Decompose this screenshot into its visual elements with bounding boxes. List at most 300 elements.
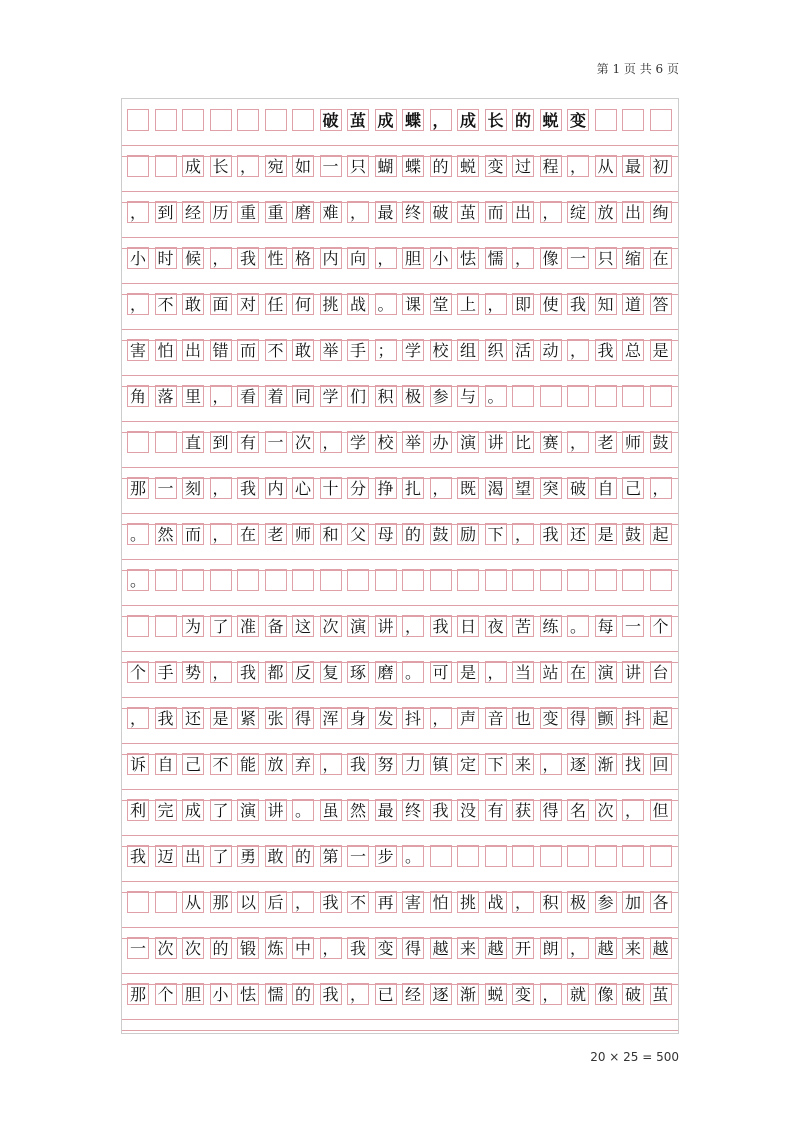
grid-cell: 张 xyxy=(265,707,287,729)
grid-cell: 分 xyxy=(347,477,369,499)
grid-row xyxy=(122,329,678,375)
grid-cell: 浑 xyxy=(320,707,342,729)
grid-cell: 直 xyxy=(182,431,204,453)
grid-cell: 过 xyxy=(512,155,534,177)
grid-cell: ， xyxy=(430,109,452,131)
grid-cell: 绽 xyxy=(567,201,589,223)
grid-cell: 学 xyxy=(402,339,424,361)
grid-cell xyxy=(622,569,644,591)
grid-cell: 渴 xyxy=(485,477,507,499)
grid-cell: 反 xyxy=(292,661,314,683)
grid-cell: ， xyxy=(237,155,259,177)
grid-cell: 活 xyxy=(512,339,534,361)
grid-cell: 一 xyxy=(320,155,342,177)
grid-cell xyxy=(210,109,232,131)
grid-cell: 也 xyxy=(512,707,534,729)
grid-cell: 来 xyxy=(512,753,534,775)
grid-cell: 定 xyxy=(457,753,479,775)
grid-cell: 一 xyxy=(622,615,644,637)
grid-row xyxy=(122,145,678,191)
grid-cell: 有 xyxy=(237,431,259,453)
grid-cell: 胆 xyxy=(402,247,424,269)
grid-cell: 们 xyxy=(347,385,369,407)
grid-cell: 放 xyxy=(595,201,617,223)
grid-cell: 我 xyxy=(155,707,177,729)
grid-cell: 我 xyxy=(347,937,369,959)
grid-cell xyxy=(127,891,149,913)
grid-cell: ， xyxy=(567,339,589,361)
grid-cell: 加 xyxy=(622,891,644,913)
grid-cell xyxy=(540,569,562,591)
grid-cell: 当 xyxy=(512,661,534,683)
grid-cell: 一 xyxy=(127,937,149,959)
grid-cell: 能 xyxy=(237,753,259,775)
grid-cell: 次 xyxy=(292,431,314,453)
grid-cell: 起 xyxy=(650,523,672,545)
grid-cell: 己 xyxy=(622,477,644,499)
grid-cell: 极 xyxy=(567,891,589,913)
grid-cell: 小 xyxy=(210,983,232,1005)
grid-cell: 然 xyxy=(347,799,369,821)
grid-cell: 抖 xyxy=(402,707,424,729)
grid-cell: 最 xyxy=(375,201,397,223)
grid-cell: 重 xyxy=(237,201,259,223)
grid-cell: 第 xyxy=(320,845,342,867)
grid-cell xyxy=(210,569,232,591)
grid-cell: 。 xyxy=(485,385,507,407)
grid-cell: 师 xyxy=(292,523,314,545)
grid-row xyxy=(122,559,678,605)
grid-cell: 了 xyxy=(210,845,232,867)
grid-cell: 像 xyxy=(540,247,562,269)
grid-cell: 茧 xyxy=(347,109,369,131)
grid-cell xyxy=(127,431,149,453)
grid-cell xyxy=(155,615,177,637)
grid-cell: 勇 xyxy=(237,845,259,867)
grid-cell: 经 xyxy=(402,983,424,1005)
grid-cell: 演 xyxy=(457,431,479,453)
grid-cell: 变 xyxy=(512,983,534,1005)
grid-cell: 。 xyxy=(292,799,314,821)
grid-cell: 重 xyxy=(265,201,287,223)
grid-cell: 个 xyxy=(127,661,149,683)
grid-cell: 开 xyxy=(512,937,534,959)
grid-cell xyxy=(430,569,452,591)
grid-cell: 性 xyxy=(265,247,287,269)
grid-cell xyxy=(622,385,644,407)
grid-cell: 下 xyxy=(485,523,507,545)
grid-cell xyxy=(182,109,204,131)
grid-cell: 父 xyxy=(347,523,369,545)
grid-cell: 只 xyxy=(595,247,617,269)
grid-cell: 下 xyxy=(485,753,507,775)
grid-cell: 最 xyxy=(622,155,644,177)
grid-cell: 讲 xyxy=(375,615,397,637)
grid-cell: 虽 xyxy=(320,799,342,821)
grid-cell: 获 xyxy=(512,799,534,821)
grid-cell: ， xyxy=(540,983,562,1005)
grid-cell: 出 xyxy=(622,201,644,223)
grid-cell: 得 xyxy=(567,707,589,729)
grid-cell: ， xyxy=(210,661,232,683)
grid-cell: 破 xyxy=(430,201,452,223)
grid-cell: 成 xyxy=(182,799,204,821)
grid-cell xyxy=(650,569,672,591)
grid-cell xyxy=(292,109,314,131)
grid-cell: ， xyxy=(320,431,342,453)
grid-cell: 声 xyxy=(457,707,479,729)
grid-cell: 已 xyxy=(375,983,397,1005)
grid-cell xyxy=(567,385,589,407)
grid-cell: 而 xyxy=(485,201,507,223)
grid-cell: 是 xyxy=(595,523,617,545)
grid-cell: 缩 xyxy=(622,247,644,269)
grid-cell xyxy=(540,845,562,867)
grid-cell: 难 xyxy=(320,201,342,223)
grid-cell: 次 xyxy=(155,937,177,959)
grid-cell: 内 xyxy=(320,247,342,269)
grid-cell: 。 xyxy=(567,615,589,637)
grid-cell: 挑 xyxy=(457,891,479,913)
grid-cell: 还 xyxy=(567,523,589,545)
grid-cell: 学 xyxy=(320,385,342,407)
grid-cell: 候 xyxy=(182,247,204,269)
grid-cell: 。 xyxy=(402,845,424,867)
grid-cell: 战 xyxy=(347,293,369,315)
grid-cell: 而 xyxy=(237,339,259,361)
grid-count-label: 20 × 25 = 500 xyxy=(590,1050,679,1064)
grid-cell: 最 xyxy=(375,799,397,821)
grid-cell xyxy=(237,569,259,591)
grid-cell xyxy=(622,845,644,867)
grid-cell: 渐 xyxy=(595,753,617,775)
grid-cell: 渐 xyxy=(457,983,479,1005)
grid-cell: 手 xyxy=(347,339,369,361)
grid-cell: 害 xyxy=(127,339,149,361)
grid-cell: 角 xyxy=(127,385,149,407)
grid-cell: 学 xyxy=(347,431,369,453)
grid-cell: 再 xyxy=(375,891,397,913)
grid-cell xyxy=(430,845,452,867)
grid-cell: 我 xyxy=(430,799,452,821)
grid-cell: 没 xyxy=(457,799,479,821)
grid-cell: 不 xyxy=(347,891,369,913)
grid-cell xyxy=(595,845,617,867)
grid-cell: 得 xyxy=(540,799,562,821)
grid-cell: 一 xyxy=(155,477,177,499)
grid-cell: 积 xyxy=(375,385,397,407)
grid-cell: 参 xyxy=(430,385,452,407)
grid-cell: 越 xyxy=(595,937,617,959)
grid-cell: 里 xyxy=(182,385,204,407)
grid-cell: 苦 xyxy=(512,615,534,637)
grid-cell: 终 xyxy=(402,201,424,223)
grid-cell xyxy=(622,109,644,131)
grid-row xyxy=(122,927,678,973)
grid-row xyxy=(122,973,678,1019)
grid-cell: 名 xyxy=(567,799,589,821)
grid-cell: 锻 xyxy=(237,937,259,959)
grid-cell xyxy=(237,109,259,131)
grid-cell: 镇 xyxy=(430,753,452,775)
grid-cell: 力 xyxy=(402,753,424,775)
grid-cell: ， xyxy=(347,201,369,223)
grid-cell xyxy=(127,155,149,177)
grid-cell: 格 xyxy=(292,247,314,269)
grid-cell: 胆 xyxy=(182,983,204,1005)
grid-cell: ， xyxy=(512,247,534,269)
grid-cell: 茧 xyxy=(650,983,672,1005)
grid-cell: 我 xyxy=(567,293,589,315)
grid-cell: 抖 xyxy=(622,707,644,729)
grid-cell: 程 xyxy=(540,155,562,177)
grid-cell: 宛 xyxy=(265,155,287,177)
grid-cell: 敢 xyxy=(182,293,204,315)
grid-cell: 。 xyxy=(375,293,397,315)
grid-cell: 举 xyxy=(320,339,342,361)
grid-cell: 内 xyxy=(265,477,287,499)
grid-cell xyxy=(595,109,617,131)
grid-cell: ， xyxy=(512,891,534,913)
grid-cell: 突 xyxy=(540,477,562,499)
grid-cell: 母 xyxy=(375,523,397,545)
grid-cell: 小 xyxy=(127,247,149,269)
grid-cell: 成 xyxy=(457,109,479,131)
grid-row xyxy=(122,513,678,559)
grid-cell: 怕 xyxy=(430,891,452,913)
grid-cell xyxy=(182,569,204,591)
grid-cell xyxy=(512,845,534,867)
grid-cell: 极 xyxy=(402,385,424,407)
grid-cell: 破 xyxy=(622,983,644,1005)
grid-cell: 自 xyxy=(155,753,177,775)
grid-cell: 绚 xyxy=(650,201,672,223)
grid-cell: 的 xyxy=(430,155,452,177)
grid-cell: 讲 xyxy=(485,431,507,453)
grid-cell: 长 xyxy=(210,155,232,177)
grid-cell: 可 xyxy=(430,661,452,683)
grid-cell xyxy=(457,569,479,591)
grid-cell: 蝶 xyxy=(402,109,424,131)
grid-cell: 利 xyxy=(127,799,149,821)
grid-cell: 个 xyxy=(650,615,672,637)
grid-cell: 讲 xyxy=(265,799,287,821)
grid-cell: 一 xyxy=(347,845,369,867)
grid-cell: ， xyxy=(402,615,424,637)
grid-cell: ， xyxy=(292,891,314,913)
grid-row xyxy=(122,375,678,421)
grid-cell: 懦 xyxy=(485,247,507,269)
grid-cell xyxy=(650,109,672,131)
grid-cell: 知 xyxy=(595,293,617,315)
grid-cell: 的 xyxy=(210,937,232,959)
grid-cell xyxy=(650,845,672,867)
grid-cell xyxy=(567,569,589,591)
grid-cell: 道 xyxy=(622,293,644,315)
grid-cell: 但 xyxy=(650,799,672,821)
grid-cell: 织 xyxy=(485,339,507,361)
grid-cell: 日 xyxy=(457,615,479,637)
grid-cell: 挣 xyxy=(375,477,397,499)
grid-cell: ， xyxy=(650,477,672,499)
grid-cell: 迈 xyxy=(155,845,177,867)
grid-cell: 刻 xyxy=(182,477,204,499)
grid-cell: ， xyxy=(485,293,507,315)
grid-cell: 参 xyxy=(595,891,617,913)
grid-cell xyxy=(457,845,479,867)
grid-cell xyxy=(292,569,314,591)
grid-row xyxy=(122,191,678,237)
grid-row xyxy=(122,651,678,697)
grid-cell: 战 xyxy=(485,891,507,913)
grid-cell: ， xyxy=(567,155,589,177)
grid-cell: 我 xyxy=(540,523,562,545)
grid-cell: 成 xyxy=(375,109,397,131)
grid-cell: 老 xyxy=(265,523,287,545)
grid-cell xyxy=(320,569,342,591)
grid-cell: 身 xyxy=(347,707,369,729)
grid-cell: 还 xyxy=(182,707,204,729)
grid-cell: 逐 xyxy=(430,983,452,1005)
grid-cell: 势 xyxy=(182,661,204,683)
grid-cell xyxy=(127,615,149,637)
grid-cell: 既 xyxy=(457,477,479,499)
grid-cell: 磨 xyxy=(375,661,397,683)
grid-cell: 次 xyxy=(320,615,342,637)
grid-cell xyxy=(265,109,287,131)
grid-cell: 弃 xyxy=(292,753,314,775)
grid-cell: 每 xyxy=(595,615,617,637)
grid-cell: 组 xyxy=(457,339,479,361)
grid-cell: 的 xyxy=(402,523,424,545)
grid-cell: 和 xyxy=(320,523,342,545)
grid-cell: 一 xyxy=(265,431,287,453)
grid-cell: 鼓 xyxy=(650,431,672,453)
grid-cell: ， xyxy=(210,247,232,269)
grid-cell xyxy=(155,109,177,131)
grid-cell: ， xyxy=(127,201,149,223)
grid-cell: 变 xyxy=(567,109,589,131)
grid-cell: 怯 xyxy=(457,247,479,269)
grid-cell: 起 xyxy=(650,707,672,729)
grid-cell: 时 xyxy=(155,247,177,269)
grid-cell: 挑 xyxy=(320,293,342,315)
grid-cell: 懦 xyxy=(265,983,287,1005)
grid-cell: 为 xyxy=(182,615,204,637)
grid-cell: 放 xyxy=(265,753,287,775)
grid-cell: ， xyxy=(567,431,589,453)
grid-cell: 如 xyxy=(292,155,314,177)
grid-cell: 小 xyxy=(430,247,452,269)
grid-cell: 而 xyxy=(182,523,204,545)
grid-cell: 师 xyxy=(622,431,644,453)
grid-cell: 个 xyxy=(155,983,177,1005)
grid-cell: 蜕 xyxy=(457,155,479,177)
grid-cell: 。 xyxy=(402,661,424,683)
grid-cell: 破 xyxy=(567,477,589,499)
grid-cell: 历 xyxy=(210,201,232,223)
grid-cell: 那 xyxy=(127,477,149,499)
grid-cell: 堂 xyxy=(430,293,452,315)
grid-cell xyxy=(567,845,589,867)
grid-row xyxy=(122,283,678,329)
grid-cell: 即 xyxy=(512,293,534,315)
grid-cell: 向 xyxy=(347,247,369,269)
grid-cell: 变 xyxy=(375,937,397,959)
grid-cell: 夜 xyxy=(485,615,507,637)
grid-cell xyxy=(155,155,177,177)
grid-cell xyxy=(347,569,369,591)
grid-cell: 上 xyxy=(457,293,479,315)
grid-cell: 次 xyxy=(595,799,617,821)
grid-cell: 我 xyxy=(347,753,369,775)
grid-cell xyxy=(402,569,424,591)
grid-cell xyxy=(265,569,287,591)
grid-row xyxy=(122,99,678,145)
grid-cell: 变 xyxy=(485,155,507,177)
grid-cell: 越 xyxy=(650,937,672,959)
grid-cell: 蝶 xyxy=(402,155,424,177)
grid-cell: 办 xyxy=(430,431,452,453)
grid-cell: 着 xyxy=(265,385,287,407)
grid-row xyxy=(122,697,678,743)
grid-cell: 在 xyxy=(650,247,672,269)
grid-cell: 扎 xyxy=(402,477,424,499)
grid-cell: 来 xyxy=(457,937,479,959)
grid-cell: 有 xyxy=(485,799,507,821)
grid-cell xyxy=(155,431,177,453)
grid-cell: 。 xyxy=(127,569,149,591)
grid-cell: 我 xyxy=(237,661,259,683)
grid-cell: 磨 xyxy=(292,201,314,223)
grid-cell: 不 xyxy=(210,753,232,775)
grid-cell: 然 xyxy=(155,523,177,545)
grid-cell: 我 xyxy=(237,247,259,269)
grid-cell: 了 xyxy=(210,799,232,821)
grid-cell: 总 xyxy=(622,339,644,361)
grid-cell: 练 xyxy=(540,615,562,637)
grid-cell: 错 xyxy=(210,339,232,361)
grid-cell: 讲 xyxy=(622,661,644,683)
page-number-label: 第 1 页 共 6 页 xyxy=(596,62,679,76)
grid-cell: 经 xyxy=(182,201,204,223)
grid-cell: ， xyxy=(540,753,562,775)
grid-cell: 看 xyxy=(237,385,259,407)
grid-cell: 己 xyxy=(182,753,204,775)
grid-cell: 敢 xyxy=(292,339,314,361)
grid-cell: 破 xyxy=(320,109,342,131)
grid-cell: 琢 xyxy=(347,661,369,683)
grid-row xyxy=(122,237,678,283)
grid-cell: 逐 xyxy=(567,753,589,775)
grid-row xyxy=(122,421,678,467)
grid-cell: ， xyxy=(430,707,452,729)
grid-cell: 自 xyxy=(595,477,617,499)
grid-cell: 我 xyxy=(320,891,342,913)
grid-cell: 蜕 xyxy=(540,109,562,131)
grid-cell: 校 xyxy=(375,431,397,453)
grid-cell: 努 xyxy=(375,753,397,775)
grid-cell: 对 xyxy=(237,293,259,315)
grid-cell: 那 xyxy=(127,983,149,1005)
grid-cell: 后 xyxy=(265,891,287,913)
grid-cell: 得 xyxy=(292,707,314,729)
grid-cell xyxy=(595,569,617,591)
grid-cell: ， xyxy=(430,477,452,499)
grid-cell: ， xyxy=(210,477,232,499)
grid-cell: 校 xyxy=(430,339,452,361)
grid-cell: 颤 xyxy=(595,707,617,729)
